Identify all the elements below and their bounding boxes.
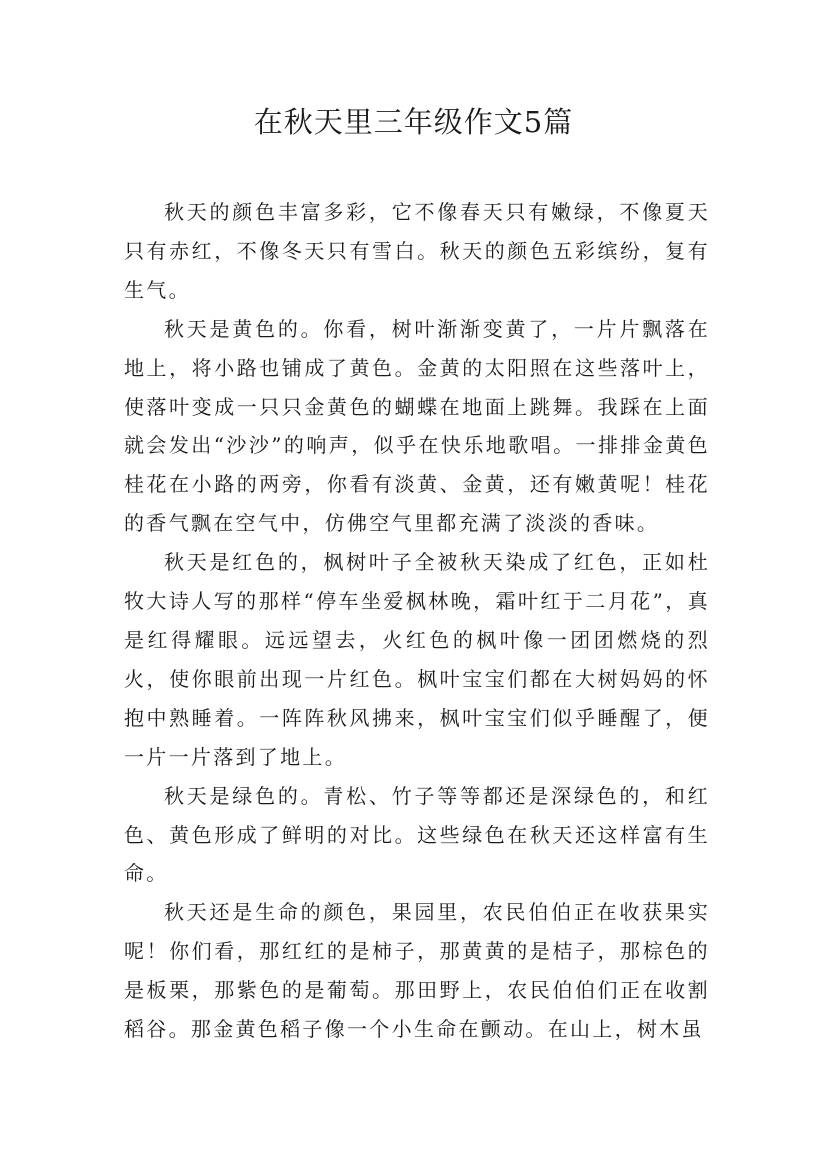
document-title: 在秋天里三年级作文5篇 (253, 105, 574, 139)
document-body (124, 193, 710, 1049)
paragraph: 秋天是绿色的。青松、竹子等等都还是深绿色的，和红色、黄色形成了鲜明的对比。这些绿色在秋天还这样富有生命。 (124, 783, 710, 886)
paragraph: 秋天的颜色丰富多彩，它不像春天只有嫩绿，不像夏天只有赤红，不像冬天只有雪白。秋天的颜色五彩缤纷，复有生气。 (124, 200, 710, 302)
paragraph: 秋天是黄色的。你看，树叶渐渐变黄了，一片片飘落在地上，将小路也铺成了黄色。金黄的太阳照在这些落叶上，使落叶变成一只只金黄色的蝴蝶在地面上跳舞。我踩在上面就会发出“沙沙”的响声，似乎在快乐地歌唱。一排排金黄色桂花在小路的两旁，你看有淡黄、金黄，还有嫩黄呢！桂花的香气飘在空气中，仿佛空气里都充满了淡淡的香味。 (124, 316, 710, 536)
paragraph: 秋天还是生命的颜色，果园里，农民伯伯正在收获果实呢！你们看，那红红的是柿子，那黄黄的是桔子，那棕色的是板栗，那紫色的是葡萄。那田野上，农民伯伯们正在收割稻谷。那金黄色稻子像一个小生命在颤动。在山上，树木虽 (124, 900, 710, 1042)
paragraph: 秋天是红色的，枫树叶子全被秋天染成了红色，正如杜牧大诗人写的那样“停车坐爱枫林晚，霜叶红于二月花”，真是红得耀眼。远远望去，火红色的枫叶像一团团燃烧的烈火，使你眼前出现一片红色。枫叶宝宝们都在大树妈妈的怀抱中熟睡着。一阵阵秋风拂来，枫叶宝宝们似乎睡醒了，便一片一片落到了地上。 (124, 550, 710, 769)
